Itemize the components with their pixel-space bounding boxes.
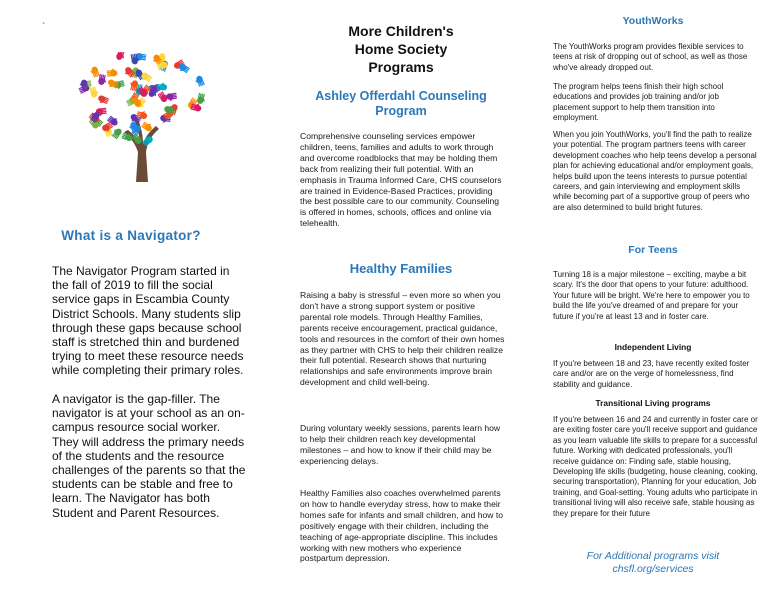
transitional-living-heading: Transitional Living programs — [595, 398, 711, 408]
transitional-living-paragraph: If you're between 16 and 24 and currently in foster care or are exiting foster care you'll receive support and guidance as you learn valuable life skills to prepare for a successful future. Working with dedicated professionals, you'll receive guidance on: Finding safe, stable housing, Developing life skills (budgeting, house cleaning, cooking, securing transportation), Planning for your education, Job training, and Goal-setting. Young adults who participate in transitional living will also receive safe, stable housing as they prepare for their future — [553, 415, 758, 518]
youthworks-paragraph-1: The YouthWorks program provides flexible services to teens at risk of dropping out of school, as well as those who've already dropped out. — [553, 42, 748, 72]
counseling-heading — [290, 89, 512, 119]
for-teens-paragraph: Turning 18 is a major milestone – exciting, maybe a bit scary. It's the door that opens to your future: adulthood. Your future will be bright. We're here to empower you to build the life you've dreamed of and prepare for your future if you're at least 13 and in foster care. — [553, 270, 750, 321]
counseling-heading-line-1: Ashley Offerdahl Counseling — [315, 89, 487, 103]
hand-leaf-icon — [110, 126, 123, 139]
hand-leaf-icon — [107, 68, 118, 77]
additional-programs-line-1: For Additional programs visit — [586, 550, 720, 562]
navigator-heading: What is a Navigator? — [61, 228, 201, 243]
healthy-families-paragraph-3: Healthy Families also coaches overwhelmed parents on how to handle everyday stress, how to make their homes safe for infants and small children, and how to positively engage with their children, including the teaching of age-appropriate discipline. This includes working with new mothers who experience postpartum depression. — [300, 488, 504, 564]
programs-column — [290, 0, 512, 596]
hand-leaf-icon — [194, 75, 205, 88]
youthworks-heading: YouthWorks — [622, 15, 684, 27]
hand-leaf-icon — [106, 78, 119, 90]
hand-leaf-icon — [196, 93, 206, 105]
hand-leaf-icon — [157, 82, 168, 90]
hand-leaf-icon — [89, 66, 100, 79]
programs-title-line-3: Programs — [368, 59, 434, 75]
navigator-paragraph-2: A navigator is the gap-filler. The navigator is at your school as an on-campus resource social worker. They will address the primary needs of the students and the resource challenges of the parents so that the students can be stable and free to learn. The Navigator has both Student and Parent Resources. — [52, 392, 246, 520]
healthy-families-paragraph-2: During voluntary weekly sessions, parents learn how to help their children reach key developmental milestones – and how to know if their child may be experiencing delays. — [300, 423, 501, 466]
for-teens-heading: For Teens — [628, 244, 678, 256]
hand-leaf-icon — [136, 109, 148, 119]
independent-living-heading: Independent Living — [614, 342, 692, 352]
programs-title-line-1: More Children's — [348, 23, 454, 39]
counseling-paragraph: Comprehensive counseling services empower children, teens, families and adults to work through and overcome roadblocks that may be holding them back from realizing their full potential. With an emphasis in Trauma Informed Care, CHS counselors are trained in Evidence-Based Practices, providing the best possible care to our community. Counseling is offered in homes, schools, offices and online via telehealth. — [300, 131, 502, 229]
navigator-column — [0, 0, 262, 596]
youthworks-paragraph-3: When you join YouthWorks, you'll find the path to realize your potential. The program partners teens with career development coaches who help teens develop a personal plan for achieving educational and/or employment goals, helps build upon the teens interests to pursue potential careers, and gain interviewing and employment skills while becoming part of a supportive group of peers who are also determined to build bright futures. — [553, 130, 757, 212]
navigator-paragraph-1: The Navigator Program started in the fall of 2019 to fill the social service gaps in Escambia County District Schools. Many students slip through these gaps because school staff is stretched thin and burdened trying to meet these resource needs while completing their primary roles. — [52, 264, 244, 378]
programs-title-line-2: Home Society — [354, 41, 448, 57]
additional-programs-url: chsfl.org/services — [612, 563, 694, 575]
hand-leaf-icon — [166, 93, 177, 102]
hand-leaf-icon — [115, 52, 126, 61]
additional-programs-link[interactable] — [548, 550, 758, 576]
healthy-families-heading: Healthy Families — [349, 261, 453, 276]
counseling-heading-line-2: Program — [375, 104, 427, 118]
youthworks-paragraph-2: The program helps teens finish their high school educations and provides job training and/or job placement support to help them transition into employment. — [553, 82, 724, 123]
healthy-families-paragraph-1: Raising a baby is stressful – even more so when you don't have a strong support system or positive parental role models. Through Healthy Families, parents receive encouragement, practical guidance, tools and resources in the comfort of their own homes as they partner with CHS to help their children realize their full potential. Research shows that nurturing relationships and safe environments improve brain development and child well-being. — [300, 290, 505, 388]
independent-living-paragraph: If you're between 18 and 23, have recently exited foster care and/or are on the verge of homelessness, find stability and guidance. — [553, 359, 750, 389]
hand-leaf-icon — [97, 94, 110, 106]
hand-leaf-icon — [89, 86, 100, 98]
hand-tree-logo — [78, 52, 206, 182]
youth-column — [548, 0, 758, 596]
programs-title — [290, 22, 512, 76]
stray-mark: ` — [42, 22, 46, 33]
